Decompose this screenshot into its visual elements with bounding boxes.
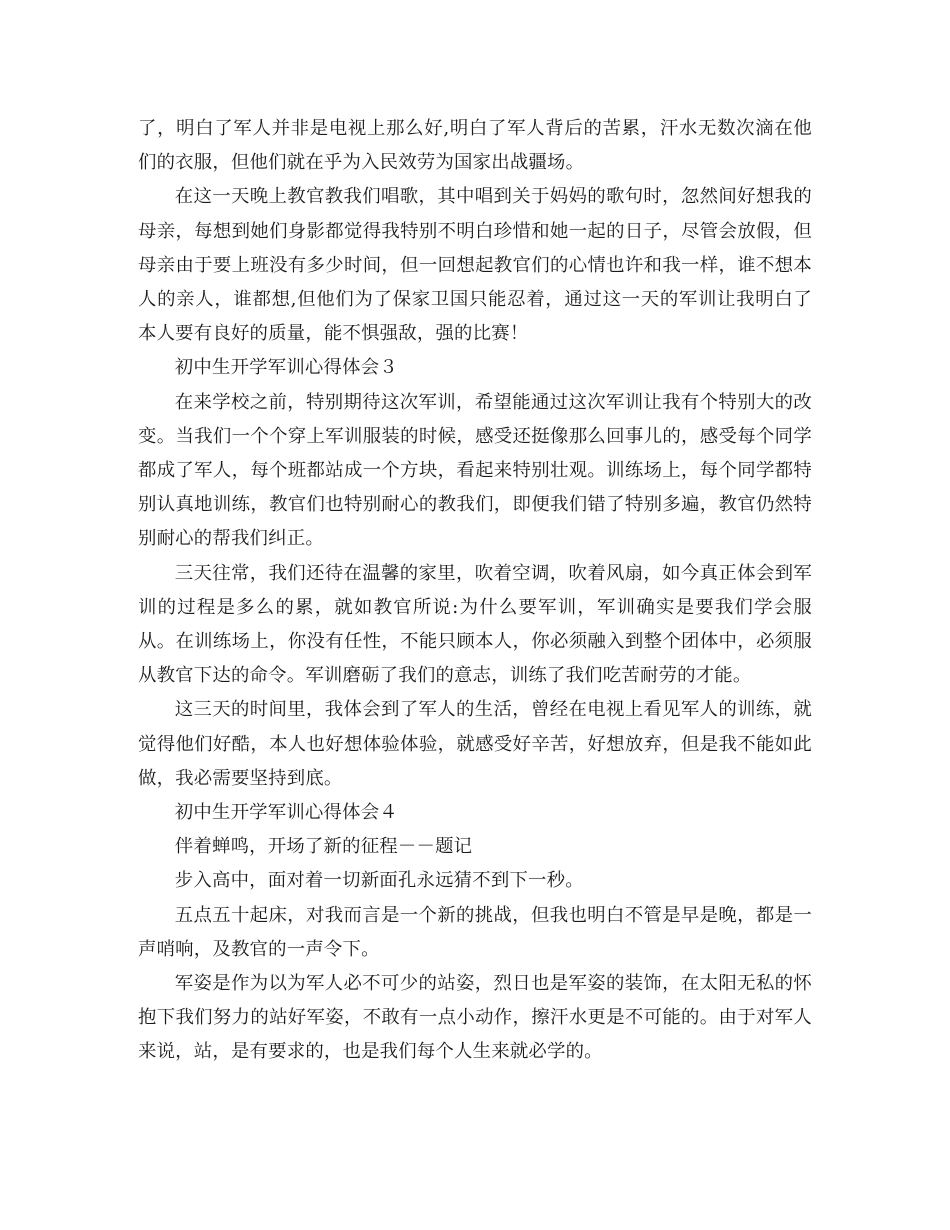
paragraph: 在这一天晚上教官教我们唱歌，其中唱到关于妈妈的歌句时，忽然间好想我的母亲，每想到她们身影都觉得我特别不明白珍惜和她一起的日子，尽管会放假，但母亲由于要上班没有多少时间，但一回想起教官们的心情也许和我一样，谁不想本人的亲人，谁都想,但他们为了保家卫国只能忍着，通过这一天的军训让我明白了本人要有良好的质量，能不惧强敌，强的比赛！ bbox=[138, 186, 812, 345]
paragraph: 在来学校之前，特别期待这次军训，希望能通过这次军训让我有个特别大的改变。当我们一个个穿上军训服装的时候，感受还挺像那么回事儿的，感受每个同学都成了军人，每个班都站成一个方块，看起来特别壮观。训练场上，每个同学都特别认真地训练，教官们也特别耐心的教我们，即便我们错了特别多遍，教官仍然特别耐心的帮我们纠正。 bbox=[138, 391, 812, 550]
paragraph: 军姿是作为以为军人必不可少的站姿，烈日也是军姿的装饰，在太阳无私的怀抱下我们努力的站好军姿，不敢有一点小动作，擦汗水更是不可能的。由于对军人来说，站，是有要求的，也是我们每个人生来就必学的。 bbox=[138, 973, 812, 1063]
paragraph: 了，明白了军人并非是电视上那么好,明白了军人背后的苦累，汗水无数次滴在他们的衣服，但他们就在乎为入民效劳为国家出战疆场。 bbox=[138, 118, 812, 174]
section-heading: 初中生开学军训心得体会３ bbox=[174, 357, 398, 379]
paragraph: 五点五十起床，对我而言是一个新的挑战，但我也明白不管是早是晚，都是一声哨响，及教官的一声令下。 bbox=[138, 904, 812, 960]
paragraph: 伴着蝉鸣，开场了新的征程－－题记 bbox=[174, 836, 473, 858]
paragraph: 这三天的时间里，我体会到了军人的生活，曾经在电视上看见军人的训练，就觉得他们好酷，本人也好想体验体验，就感受好辛苦，好想放弃，但是我不能如此做，我必需要坚持到底。 bbox=[138, 699, 812, 789]
paragraph: 步入高中，面对着一切新面孔永远猜不到下一秒。 bbox=[174, 870, 584, 892]
section-heading: 初中生开学军训心得体会４ bbox=[174, 802, 398, 824]
paragraph: 三天往常，我们还待在温馨的家里，吹着空调，吹着风扇，如今真正体会到军训的过程是多么的累，就如教官所说:为什么要军训，军训确实是要我们学会服从。在训练场上，你没有任性，不能只顾本人，你必须融入到整个团体中，必须服从教官下达的命令。军训磨砺了我们的意志，训练了我们吃苦耐劳的才能。 bbox=[138, 562, 812, 687]
